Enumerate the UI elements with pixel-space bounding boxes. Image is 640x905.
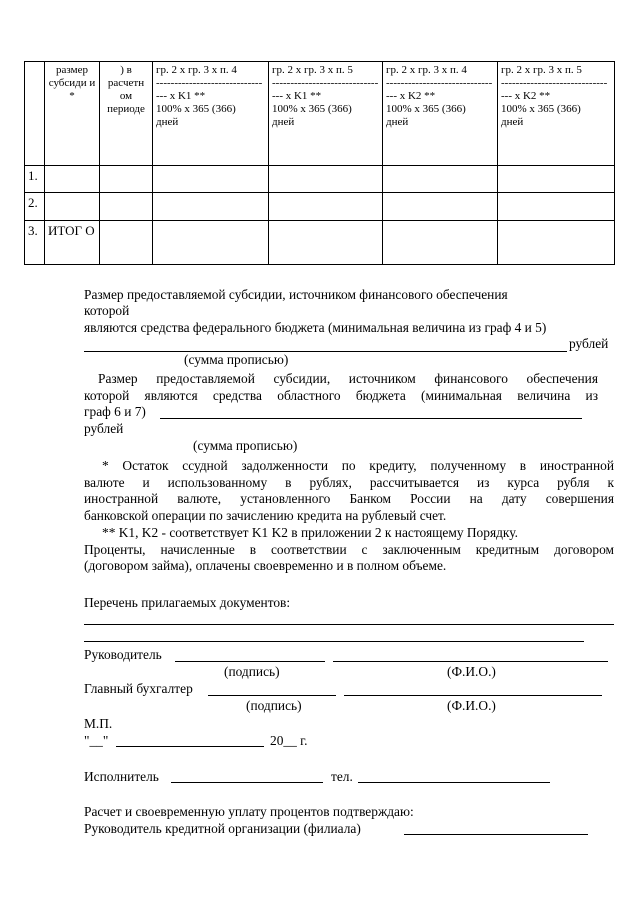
footnote-1-line4: банковской операции по зачислению кредита на рублевый счет. (84, 508, 447, 523)
formula-top: гр. 2 x гр. 3 x п. 4 (386, 64, 467, 76)
documents-field-line1[interactable] (84, 624, 614, 625)
row-number: 3. (25, 221, 45, 265)
documents-field-line2[interactable] (84, 641, 584, 642)
table-cell (498, 166, 615, 193)
table-row (25, 166, 615, 193)
table-cell (45, 166, 100, 193)
header-cell (25, 62, 45, 166)
date-day: "__" (84, 733, 109, 748)
sum-in-words-caption: (сумма прописью) (184, 352, 289, 367)
footnote-1-line2: валюте и использованному в рублях, рассчитывается из курса рубля к (84, 475, 614, 490)
formula-bottom: 100% x 365 (366) (156, 103, 236, 115)
formula-dashes: ----------------------------- (386, 77, 493, 89)
rubles-label: рублей (569, 336, 609, 351)
executor-label: Исполнитель (84, 769, 159, 784)
table-cell (269, 193, 383, 221)
table-cell (498, 221, 615, 265)
federal-subsidy-line2: которой (84, 303, 130, 318)
formula-days: дней (272, 116, 295, 128)
formula-days: дней (501, 116, 524, 128)
fio-caption: (Ф.И.О.) (447, 664, 496, 679)
regional-subsidy-text1: Размер предоставляемой субсидии, источником финансового обеспечения (98, 371, 598, 386)
rubles-label: рублей (84, 421, 124, 436)
footnote-1-line1 (84, 458, 614, 474)
table-cell (153, 166, 269, 193)
table-cell (100, 221, 153, 265)
chief-accountant-signature-field[interactable] (208, 695, 336, 696)
fio-caption: (Ф.И.О.) (447, 698, 496, 713)
bank-head-field[interactable] (404, 834, 588, 835)
phone-label: тел. (331, 769, 353, 784)
header-cell: ) в расчетн ом периоде (100, 62, 153, 166)
formula-top: гр. 2 x гр. 3 x п. 5 (501, 64, 582, 76)
header-cell: размер субсиди и * (45, 62, 100, 166)
formula-mid: --- x K2 ** (386, 90, 436, 102)
date-month-field[interactable] (116, 746, 264, 747)
head-signature-field[interactable] (175, 661, 325, 662)
chief-accountant-name-field[interactable] (344, 695, 602, 696)
row-number: 1. (25, 166, 45, 193)
table-cell (269, 221, 383, 265)
formula-days: дней (386, 116, 409, 128)
regional-subsidy-line2: которой являются средства областного бюджета (минимальная величина из (84, 388, 598, 403)
table-cell (45, 193, 100, 221)
stamp-label: М.П. (84, 716, 113, 731)
table-cell (383, 166, 498, 193)
formula-bottom: 100% x 365 (366) (501, 103, 581, 115)
interest-line1: Проценты, начисленные в соответствии с заключенным кредитным договором (84, 542, 614, 557)
formula-mid: --- x K1 ** (156, 90, 206, 102)
total-label: ИТОГ О (45, 221, 100, 265)
footnote-1-line3: иностранной валюте, установленного Банком России на дату совершения (84, 491, 614, 506)
formula-bottom: 100% x 365 (366) (386, 103, 466, 115)
regional-sum-field[interactable] (160, 418, 582, 419)
footnote-2: ** K1, K2 - соответствует K1 K2 в приложении 2 к настоящему Порядку. (102, 525, 518, 540)
table-cell (153, 221, 269, 265)
formula-cell (498, 62, 615, 166)
federal-subsidy-line3: являются средства федерального бюджета (минимальная величина из граф 4 и 5) (84, 320, 547, 335)
table-cell (100, 193, 153, 221)
formula-cell (269, 62, 383, 166)
table-cell (100, 166, 153, 193)
formula-bottom: 100% x 365 (366) (272, 103, 352, 115)
table-row (25, 193, 615, 221)
formula-top: гр. 2 x гр. 3 x п. 5 (272, 64, 353, 76)
formula-dashes: ----------------------------- (156, 77, 263, 89)
formula-cell (153, 62, 269, 166)
footnote-1-text1: * Остаток ссудной задолженности по кредиту, полученному в иностранной (102, 458, 614, 473)
bank-head-label: Руководитель кредитной организации (филиала) (84, 821, 361, 836)
formula-mid: --- x K2 ** (501, 90, 551, 102)
formula-cell (383, 62, 498, 166)
formula-top: гр. 2 x гр. 3 x п. 4 (156, 64, 237, 76)
row-number: 2. (25, 193, 45, 221)
subsidy-table (24, 61, 615, 265)
formula-dashes: ----------------------------- (501, 77, 608, 89)
signature-caption: (подпись) (246, 698, 302, 713)
regional-subsidy-line1 (84, 371, 598, 387)
confirmation-text: Расчет и своевременную уплату процентов подтверждаю: (84, 804, 414, 819)
interest-line2: (договором займа), оплачены своевременно и в полном объеме. (84, 558, 447, 573)
formula-mid: --- x K1 ** (272, 90, 322, 102)
table-cell (153, 193, 269, 221)
federal-sum-field[interactable] (84, 351, 567, 352)
signature-caption: (подпись) (224, 664, 280, 679)
sum-in-words-caption: (сумма прописью) (193, 438, 298, 453)
date-year: 20__ г. (270, 733, 308, 748)
federal-subsidy-line1: Размер предоставляемой субсидии, источником финансового обеспечения (84, 287, 508, 302)
head-label: Руководитель (84, 647, 162, 662)
chief-accountant-label: Главный бухгалтер (84, 681, 193, 696)
attached-documents-label: Перечень прилагаемых документов: (84, 595, 291, 610)
formula-days: дней (156, 116, 179, 128)
phone-field[interactable] (358, 782, 550, 783)
executor-field[interactable] (171, 782, 323, 783)
table-header-row (25, 62, 615, 166)
table-cell (269, 166, 383, 193)
regional-subsidy-line3: граф 6 и 7) (84, 404, 146, 419)
table-cell (498, 193, 615, 221)
table-cell (383, 221, 498, 265)
head-name-field[interactable] (333, 661, 608, 662)
table-row-total (25, 221, 615, 265)
formula-dashes: ----------------------------- (272, 77, 379, 89)
table-cell (383, 193, 498, 221)
